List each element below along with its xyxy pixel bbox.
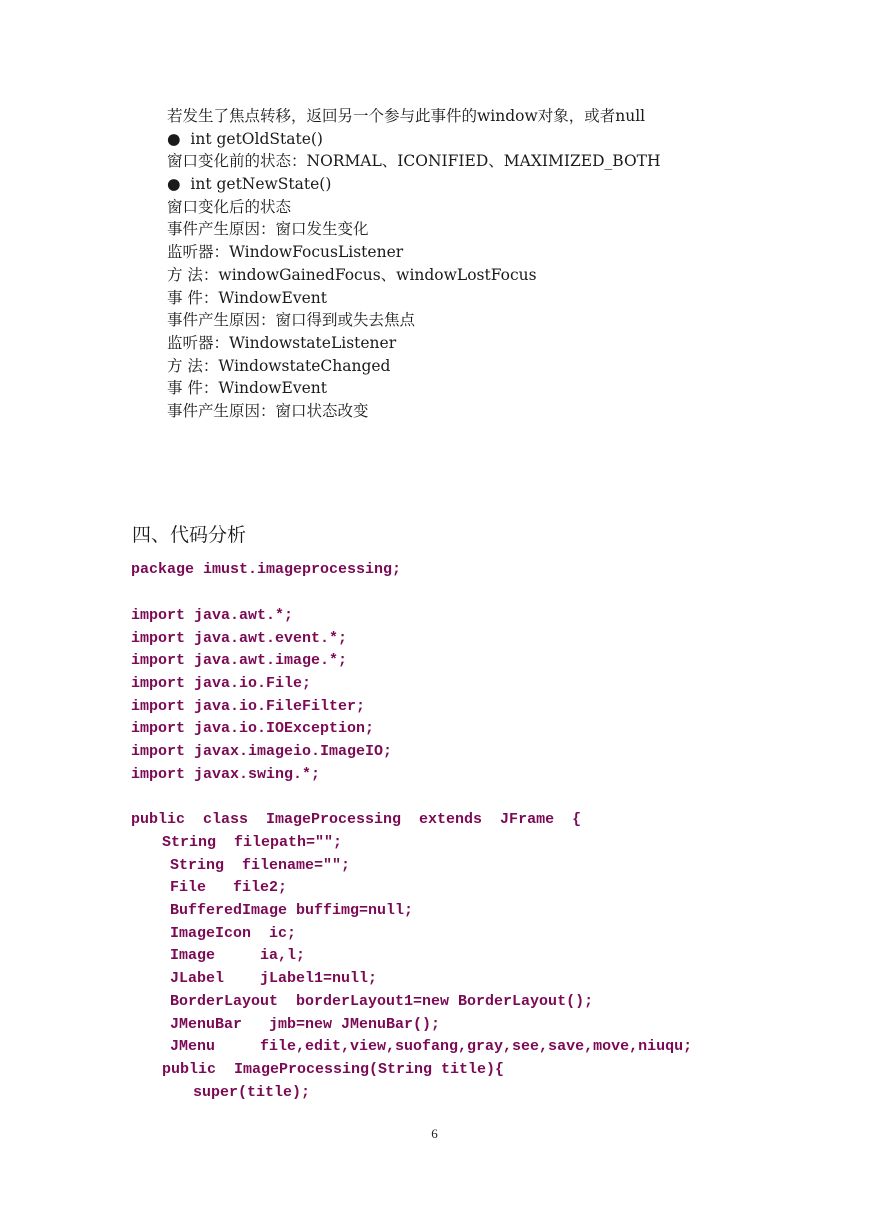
page-number: 6: [431, 1126, 438, 1141]
desc-line: 事件产生原因：窗口状态改变: [167, 402, 369, 420]
desc-line: 事件产生原因：窗口发生变化: [167, 220, 369, 238]
code-line: File file2;: [170, 879, 288, 896]
code-line: super(title);: [193, 1084, 311, 1101]
desc-line: 事 件：WindowEvent: [167, 379, 328, 397]
code-line: import java.io.FileFilter;: [131, 698, 366, 715]
code-line: String filepath="";: [162, 834, 343, 851]
desc-line: 事 件：WindowEvent: [167, 289, 328, 307]
desc-line: 事件产生原因：窗口得到或失去焦点: [167, 311, 416, 329]
code-line: ImageIcon ic;: [170, 925, 297, 942]
code-line: import java.io.File;: [131, 675, 312, 692]
code-line: BorderLayout borderLayout1=new BorderLayout();: [170, 993, 594, 1010]
code-line: JMenuBar jmb=new JMenuBar();: [170, 1016, 441, 1033]
code-line: String filename="";: [170, 857, 351, 874]
code-line: public ImageProcessing(String title){: [162, 1061, 505, 1078]
desc-line: ● int getNewState(): [167, 175, 332, 193]
code-line: JMenu file,edit,view,suofang,gray,see,save,move,niuqu;: [170, 1038, 693, 1055]
code-line: import java.awt.image.*;: [131, 652, 348, 669]
desc-line: 若发生了焦点转移，返回另一个参与此事件的window对象，或者null: [167, 107, 646, 125]
desc-line: 方 法：WindowstateChanged: [167, 357, 391, 375]
desc-line: ● int getOldState(): [167, 130, 323, 148]
code-line: Image ia,l;: [170, 947, 306, 964]
code-line: JLabel jLabel1=null;: [170, 970, 378, 987]
code-line: import javax.swing.*;: [131, 766, 321, 783]
section-heading: 四、代码分析: [132, 524, 247, 546]
code-line: import javax.imageio.ImageIO;: [131, 743, 393, 760]
code-line: package imust.imageprocessing;: [131, 561, 402, 578]
code-line: BufferedImage buffimg=null;: [170, 902, 414, 919]
code-line: public class ImageProcessing extends JFrame {: [131, 811, 582, 828]
desc-line: 方 法：windowGainedFocus、windowLostFocus: [167, 266, 537, 284]
code-line: import java.awt.event.*;: [131, 630, 348, 647]
code-line: import java.io.IOException;: [131, 720, 375, 737]
desc-line: 窗口变化后的状态: [167, 198, 292, 216]
code-line: import java.awt.*;: [131, 607, 294, 624]
desc-line: 窗口变化前的状态：NORMAL、ICONIFIED、MAXIMIZED_BOTH: [167, 152, 661, 170]
desc-line: 监听器：WindowstateListener: [167, 334, 397, 352]
desc-line: 监听器：WindowFocusListener: [167, 243, 404, 261]
